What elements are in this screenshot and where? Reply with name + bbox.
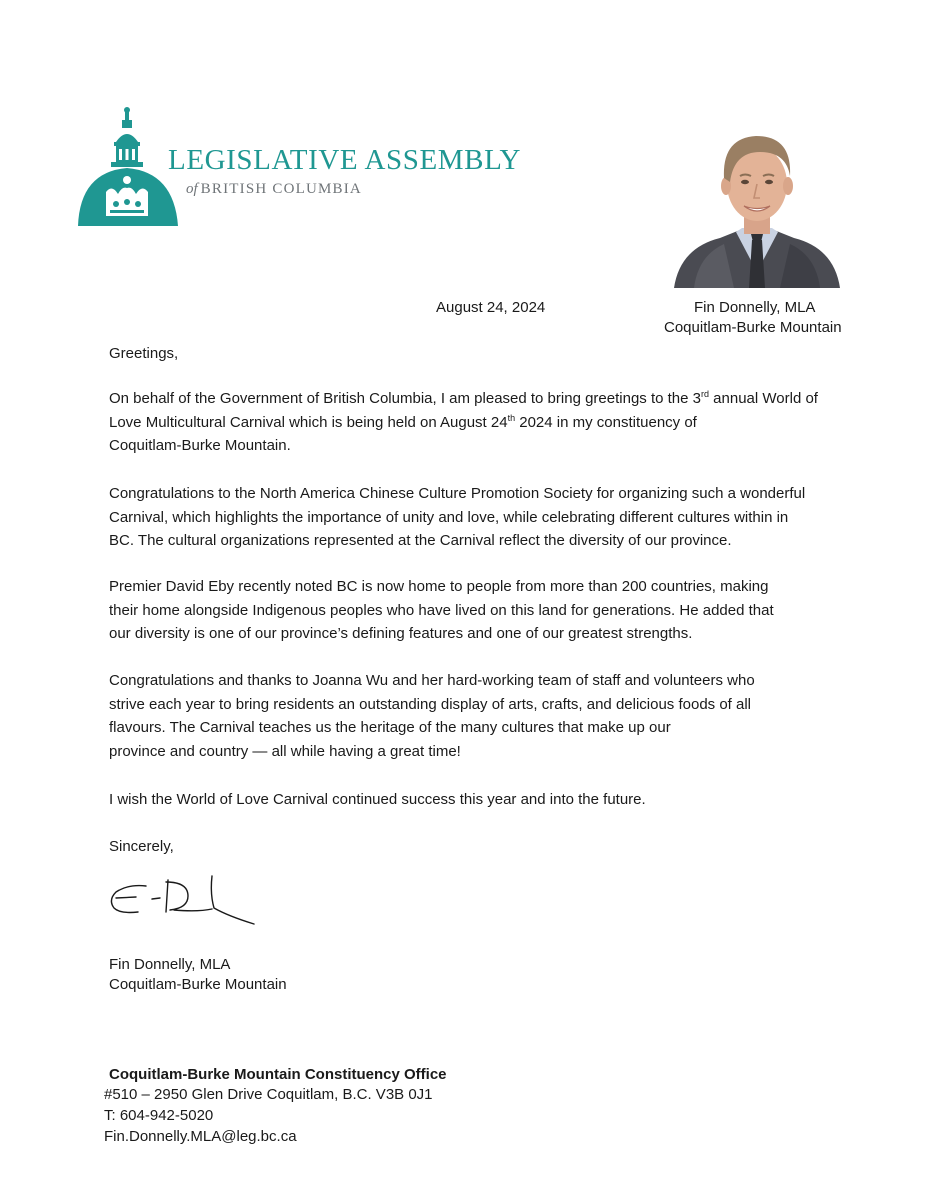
text-segment: Love Multicultural Carnival which is being held on August 24 (109, 413, 508, 431)
paragraph-line: Congratulations and thanks to Joanna Wu and her hard-working team of staff and volunteers who (109, 672, 755, 689)
text-segment: On behalf of the Government of British Columbia, I am pleased to bring greetings to the 3 (109, 390, 701, 407)
paragraph-line: BC. The cultural organizations represented at the Carnival reflect the diversity of our province. (109, 532, 732, 549)
paragraph-line: flavours. The Carnival teaches us the heritage of the many cultures that make up our (109, 719, 671, 736)
paragraph-line: Premier David Eby recently noted BC is now home to people from more than 200 countries, making (109, 578, 769, 595)
ordinal-suffix: th (507, 412, 516, 423)
signature-riding: Coquitlam-Burke Mountain (109, 976, 287, 993)
ordinal-suffix: rd (701, 389, 710, 399)
office-address: #510 – 2950 Glen Drive Coquitlam, B.C. V3B 0J1 (104, 1086, 433, 1103)
office-name: Coquitlam-Burke Mountain Constituency Office (109, 1066, 447, 1083)
letterhead-subtitle-text: BRITISH COLUMBIA (200, 181, 362, 197)
text-segment: 2024 in my constituency of (515, 413, 697, 431)
greeting-text: Greetings, (109, 345, 179, 362)
paragraph-line (109, 387, 879, 411)
header-mla-name: Fin Donnelly, MLA (694, 299, 816, 316)
text-segment: annual World of (709, 390, 818, 407)
paragraph-line: Carnival, which highlights the importance of unity and love, while celebrating different cultures within in (109, 508, 789, 526)
letter-date: August 24, 2024 (436, 299, 546, 316)
mla-portrait-photo (674, 122, 840, 288)
paragraph-line: our diversity is one of our province’s defining features and one of our greatest strengths. (109, 625, 693, 642)
signature-name: Fin Donnelly, MLA (109, 956, 231, 973)
paragraph-premier-quote (109, 575, 879, 646)
handwritten-signature (108, 872, 268, 930)
legislature-dome-logo (76, 106, 180, 228)
paragraph-congratulations-society (109, 482, 879, 553)
closing-text: Sincerely, (109, 838, 174, 855)
paragraph-line: Coquitlam-Burke Mountain. (109, 437, 291, 454)
paragraph-line: province and country — all while having a great time! (109, 742, 461, 760)
paragraph-greetings (109, 387, 879, 458)
paragraph-line: Congratulations to the North America Chinese Culture Promotion Society for organizing such a wonderful (109, 485, 806, 502)
paragraph-line: strive each year to bring residents an outstanding display of arts, crafts, and delicious foods of all (109, 695, 752, 713)
letterhead-subtitle-prefix: of (186, 181, 198, 197)
paragraph-line: their home alongside Indigenous peoples who have lived on this land for generations. He added that (109, 601, 774, 619)
office-phone: T: 604-942-5020 (104, 1107, 214, 1124)
paragraph-wishes (109, 788, 879, 812)
paragraph-line (109, 411, 879, 435)
letterhead-title: LEGISLATIVE ASSEMBLY (168, 144, 522, 176)
greeting (109, 342, 879, 366)
letterhead-subtitle (186, 182, 362, 197)
paragraph-thanks-team (109, 669, 879, 763)
office-email: Fin.Donnelly.MLA@leg.bc.ca (104, 1128, 297, 1145)
header-riding: Coquitlam-Burke Mountain (664, 319, 842, 336)
closing (109, 835, 879, 859)
paragraph-line: I wish the World of Love Carnival continued success this year and into the future. (109, 791, 646, 808)
